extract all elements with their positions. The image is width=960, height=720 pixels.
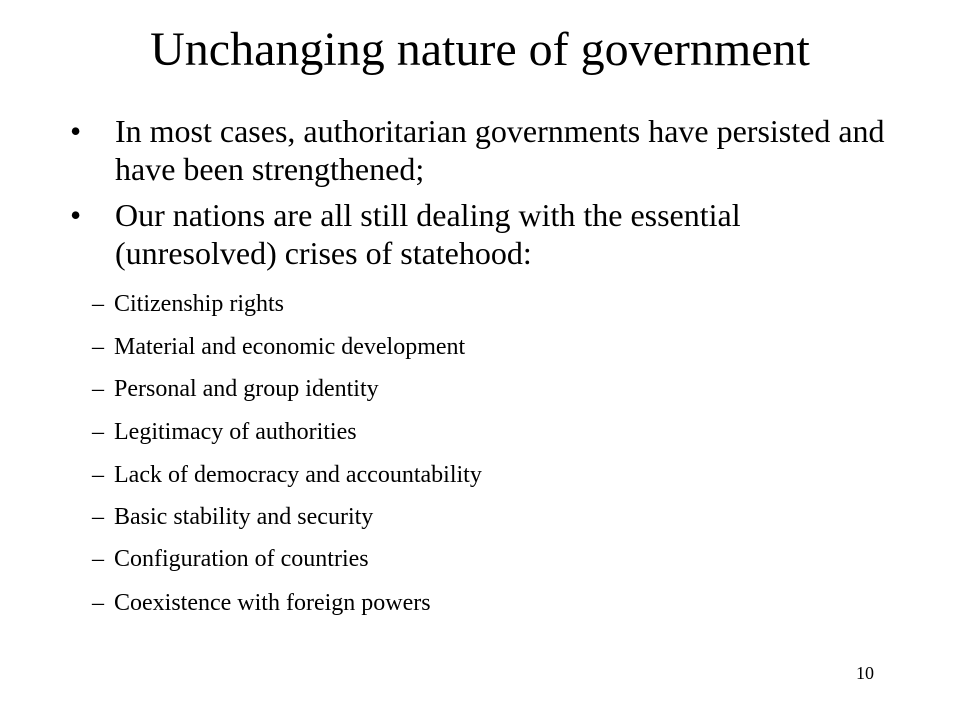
bullet-text: In most cases, authoritarian governments have persisted and have been strengthened; [115, 113, 885, 187]
sub-item-configuration-countries [92, 545, 892, 573]
sub-item-text: Basic stability and security [114, 504, 374, 530]
sub-item-text: Material and economic development [114, 334, 466, 360]
bullet-item-crises-of-statehood [70, 196, 910, 272]
sub-item-marker: – [92, 590, 104, 616]
sub-item-text: Coexistence with foreign powers [114, 590, 431, 616]
page-number: 10 [856, 663, 874, 683]
bullet-text: Our nations are all still dealing with the essential (unresolved) crises of statehood: [115, 197, 741, 271]
sub-item-text: Personal and group identity [114, 376, 379, 402]
sub-item-marker: – [92, 546, 104, 572]
sub-item-stability-security [92, 503, 892, 531]
bullet-marker: • [70, 197, 82, 233]
sub-item-text: Legitimacy of authorities [114, 419, 357, 445]
sub-item-legitimacy-authorities [92, 418, 892, 446]
sub-item-democracy-accountability [92, 461, 892, 489]
sub-item-marker: – [92, 504, 104, 530]
sub-item-personal-group-identity [92, 375, 892, 403]
slide-title: Unchanging nature of government [150, 23, 810, 76]
sub-item-citizenship-rights [92, 290, 892, 318]
sub-item-marker: – [92, 462, 104, 488]
sub-item-material-economic-development [92, 333, 892, 361]
sub-item-marker: – [92, 291, 104, 317]
sub-item-text: Citizenship rights [114, 291, 284, 317]
sub-item-text: Configuration of countries [114, 546, 369, 572]
sub-item-marker: – [92, 376, 104, 402]
bullet-item-authoritarian-governments [70, 112, 910, 188]
sub-item-marker: – [92, 334, 104, 360]
sub-item-marker: – [92, 419, 104, 445]
sub-item-coexistence-foreign-powers [92, 589, 892, 617]
sub-item-text: Lack of democracy and accountability [114, 462, 482, 488]
bullet-marker: • [70, 113, 82, 149]
